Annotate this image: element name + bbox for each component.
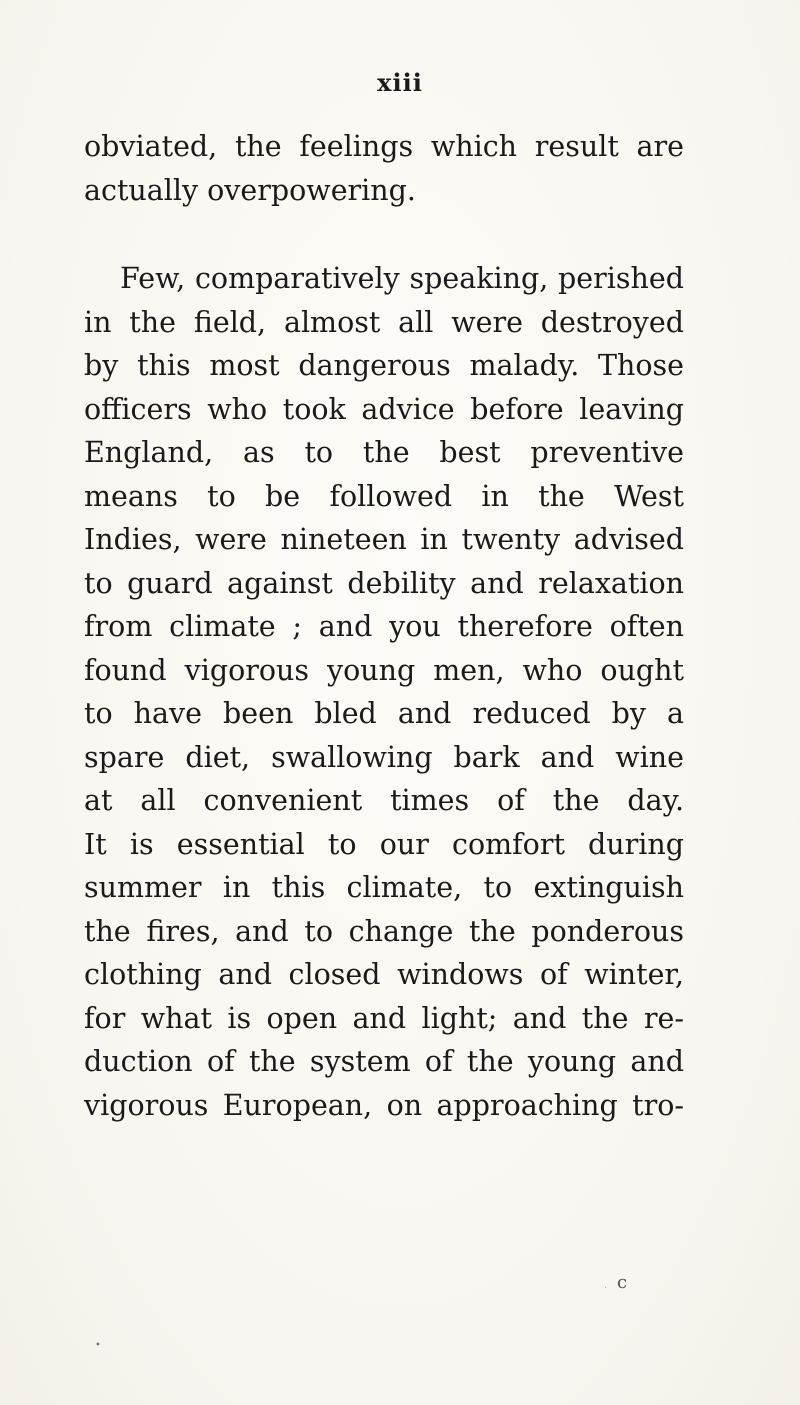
paragraph-1 <box>84 125 684 212</box>
text-line: England, as to the best preventive <box>84 436 684 469</box>
text-line: the fires, and to change the ponderous <box>84 914 684 948</box>
text-line: to guard against debility and relaxation <box>84 566 684 600</box>
text-line: vigorous European, on approaching tro- <box>84 1088 684 1122</box>
paragraph-2 <box>84 257 684 1127</box>
text-line: obviated, the feelings which result are <box>84 130 684 163</box>
paragraph-gap <box>84 212 684 257</box>
text-line: Indies, were nineteen in twenty advised <box>84 523 684 556</box>
text-line: by this most dangerous malady. Those <box>84 349 684 382</box>
text-line: Few, comparatively speaking, perished <box>120 262 684 295</box>
body-text <box>84 125 684 1127</box>
signature-mark: c <box>617 1272 628 1293</box>
text-line: It is essential to our comfort during <box>84 827 684 861</box>
speck-mark: • <box>95 1340 101 1351</box>
text-line: for what is open and light; and the re- <box>84 1001 684 1035</box>
text-line: clothing and closed windows of winter, <box>84 958 684 991</box>
speck-mark: · <box>604 1283 608 1294</box>
text-line: to have been bled and reduced by a <box>84 697 684 730</box>
page-number: xiii <box>377 68 423 97</box>
text-line: officers who took advice before leaving <box>84 392 684 426</box>
text-line: summer in this climate, to extinguish <box>84 871 684 904</box>
text-line: spare diet, swallowing bark and wine <box>84 740 684 774</box>
text-line: actually overpowering. <box>84 173 416 207</box>
text-line: from climate ; and you therefore often <box>84 610 684 643</box>
text-line: at all convenient times of the day. <box>84 784 684 817</box>
text-line: in the field, almost all were destroyed <box>84 305 684 339</box>
text-line: found vigorous young men, who ought <box>84 653 684 687</box>
text-line: means to be followed in the West <box>84 479 684 513</box>
text-line: duction of the system of the young and <box>84 1045 684 1078</box>
